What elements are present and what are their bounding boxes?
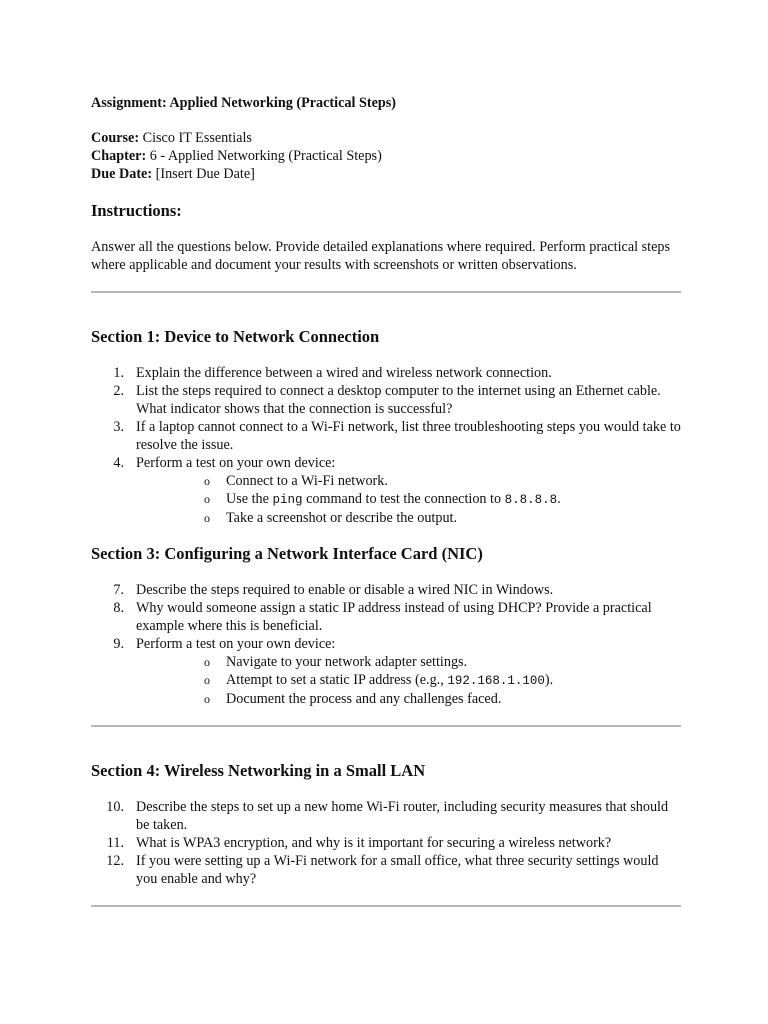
list-item: 11. What is WPA3 encryption, and why is it important for securing a wireless network? — [106, 835, 612, 851]
instructions-text: Answer all the questions below. Provide detailed explanations where required. Perform practical steps where applicable and document your results with screenshots or written observations. — [91, 239, 671, 273]
section-divider — [91, 725, 681, 727]
list-item: 9. Perform a test on your own device: o Navigate to your network adapter settings. o Attempt to set a static IP address (e.g., 192.168.1.100). o Document the process and any challenges faced. — [91, 635, 681, 708]
inline-code: 8.8.8.8 — [504, 493, 558, 507]
list-item: 3. If a laptop cannot connect to a Wi-Fi network, list three troubleshooting steps you would take to resolve the issue. — [113, 419, 681, 453]
course-line — [91, 129, 681, 147]
sub-list-item: o Take a screenshot or describe the output. — [204, 510, 458, 526]
list-item: 2. List the steps required to connect a desktop computer to the internet using an Ethernet cable. What indicator shows that the connection is successful? — [113, 383, 661, 417]
section-3-list — [91, 581, 681, 708]
course-value: Cisco IT Essentials — [139, 130, 252, 146]
due-date-value: [Insert Due Date] — [152, 166, 255, 182]
sub-list-item: o Use the ping command to test the connection to 8.8.8.8. — [204, 491, 561, 507]
section-4-list — [91, 798, 681, 888]
list-item: 4. Perform a test on your own device: o Connect to a Wi-Fi network. o Use the ping command to test the connection to 8.8.8.8. o Take a screenshot or describe the output. — [91, 454, 681, 527]
sub-list-item: o Document the process and any challenges faced. — [204, 691, 502, 707]
assignment-title: Assignment: Applied Networking (Practical Steps) — [91, 95, 397, 111]
section-1-list — [91, 364, 681, 527]
document-body — [91, 94, 681, 907]
list-item: 1. Explain the difference between a wired and wireless network connection. — [113, 365, 552, 381]
chapter-value: 6 - Applied Networking (Practical Steps) — [146, 148, 382, 164]
chapter-line — [91, 147, 681, 165]
section-1-heading: Section 1: Device to Network Connection — [91, 327, 380, 346]
sub-list — [136, 472, 681, 527]
instructions-heading: Instructions: — [91, 201, 182, 220]
sub-list — [136, 653, 681, 708]
section-4-heading: Section 4: Wireless Networking in a Small LAN — [91, 761, 426, 780]
section-divider — [91, 905, 681, 907]
sub-list-item: o Attempt to set a static IP address (e.g., 192.168.1.100). — [204, 672, 554, 688]
inline-code: 192.168.1.100 — [447, 674, 545, 688]
sub-list-item: o Navigate to your network adapter settings. — [204, 654, 468, 670]
list-item: 8. Why would someone assign a static IP address instead of using DHCP? Provide a practical example where this is beneficial. — [113, 600, 652, 634]
section-3-heading: Section 3: Configuring a Network Interface Card (NIC) — [91, 544, 483, 563]
inline-code: ping — [272, 493, 303, 507]
list-item: 10. Describe the steps to set up a new home Wi-Fi router, including security measures that should be taken. — [106, 799, 669, 833]
chapter-label: Chapter: — [91, 148, 147, 164]
due-date-label: Due Date: — [91, 166, 153, 182]
list-item: 12. If you were setting up a Wi-Fi network for a small office, what three security settings would you enable and why? — [106, 853, 659, 887]
due-date-line — [91, 165, 681, 183]
list-item: 7. Describe the steps required to enable or disable a wired NIC in Windows. — [113, 582, 554, 598]
sub-list-item: o Connect to a Wi-Fi network. — [204, 473, 388, 489]
section-divider — [91, 291, 681, 293]
course-label: Course: — [91, 130, 140, 146]
